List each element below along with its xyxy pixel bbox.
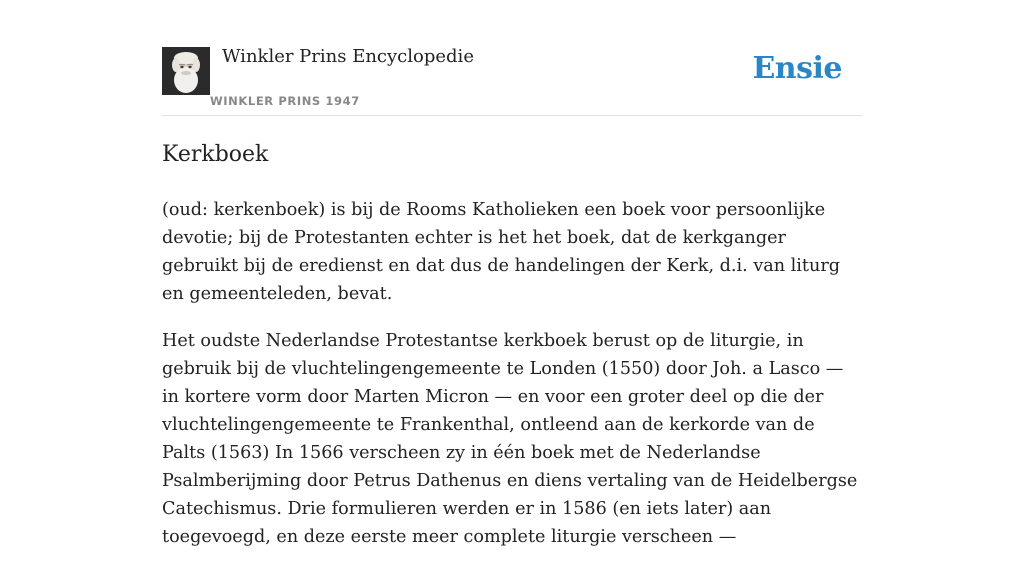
article-title: Kerkboek — [162, 142, 269, 167]
ensie-logo-link[interactable]: Ensie — [752, 51, 842, 86]
article-paragraph-2: Het oudste Nederlandse Protestantse kerkboek berust op de liturgie, in gebruik bij de vluchtelingengemeente te Londen (1550) door Joh. a Lasco — in kortere vorm door Marten Micron — en voor een groter deel op die der vluchtelingengemeente te Frankenthal, ontleend aan de kerkorde van de Palts (1563) In 1566 verscheen zy in één boek met de Nederlandse Psalmberijming door Petrus Dathenus en diens vertaling van de Heidelbergse Catechismus. Drie formulieren werden er in 1586 (en iets later) aan toegevoegd, en deze eerste meer complete liturgie verscheen — — [162, 331, 858, 547]
source-header — [162, 46, 862, 116]
source-avatar[interactable] — [162, 47, 210, 95]
article-paragraph-1: (oud: kerkenboek) is bij de Rooms Katholieken een boek voor persoonlijke devotie; bij de Protestanten echter is het het boek, dat de kerkganger gebruikt bij de eredienst en dat dus de handelingen der Kerk, d.i. van liturg en gemeenteleden, bevat. — [162, 200, 840, 304]
article — [162, 140, 862, 570]
source-title[interactable]: Winkler Prins Encyclopedie — [222, 46, 474, 67]
bearded-man-portrait-icon — [162, 47, 210, 95]
source-subtitle: WINKLER PRINS 1947 — [210, 94, 360, 108]
